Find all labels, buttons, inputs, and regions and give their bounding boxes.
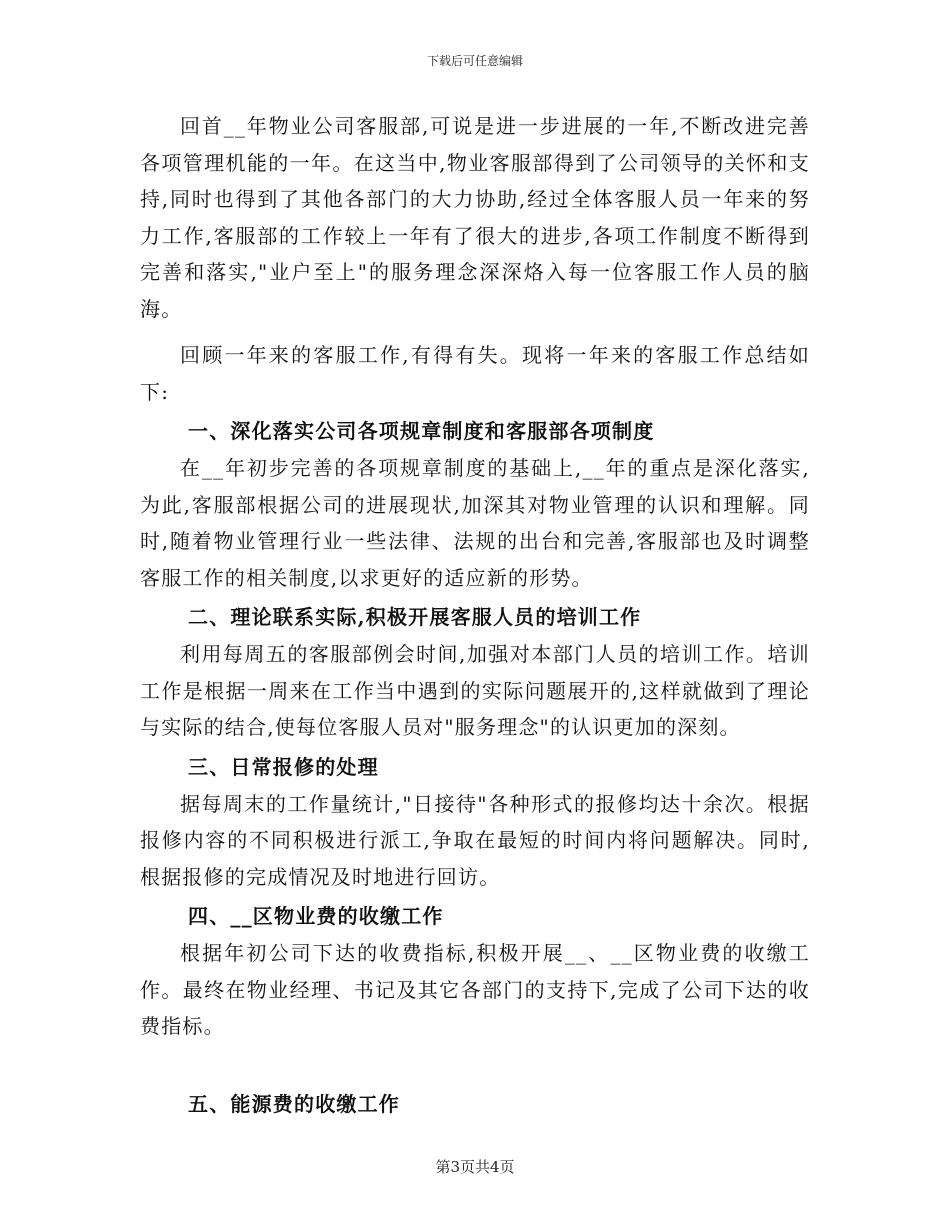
section-heading-4: 四、__区物业费的收缴工作: [188, 904, 444, 928]
intro-paragraph: 回首__年物业公司客服部,可说是进一步进展的一年,不断改进完善各项管理机能的一年。在这当中,物业客服部得到了公司领导的关怀和支持,同时也得到了其他各部门的大力协助,经过全体客服人员一年来的努力工作,客服部的工作较上一年有了很大的进步,各项工作制度不断得到完善和落实,"业户至上"的服务理念深深烙入每一位客服工作人员的脑海。: [140, 114, 810, 321]
page-header: 下载后可任意编辑: [426, 54, 523, 68]
section-heading-2: 二、理论联系实际,积极开展客服人员的培训工作: [188, 605, 642, 629]
page-footer: 第3页共4页: [435, 1158, 515, 1176]
document-body: [140, 108, 810, 1123]
section-heading-1: 一、深化落实公司各项规章制度和客服部各项制度: [188, 419, 655, 443]
summary-lead-paragraph: 回顾一年来的客服工作,有得有失。现将一年来的客服工作总结如下:: [140, 343, 810, 404]
section-2-paragraph: 利用每周五的客服部例会时间,加强对本部门人员的培训工作。培训工作是根据一周来在工作当中遇到的实际问题展开的,这样就做到了理论与实际的结合,使每位客服人员对"服务理念"的认识更加的深刻。: [140, 642, 810, 739]
section-4-paragraph: 根据年初公司下达的收费指标,积极开展__、__区物业费的收缴工作。最终在物业经理、书记及其它各部门的支持下,完成了公司下达的收费指标。: [140, 941, 810, 1038]
section-heading-5: 五、能源费的收缴工作: [188, 1091, 400, 1116]
section-1-paragraph: 在__年初步完善的各项规章制度的基础上,__年的重点是深化落实,为此,客服部根据公司的进展现状,加深其对物业管理的认识和理解。同时,随着物业管理行业一些法律、法规的出台和完善,客服部也及时调整客服工作的相关制度,以求更好的适应新的形势。: [140, 456, 810, 590]
section-heading-3: 三、日常报修的处理: [188, 754, 379, 779]
section-3-paragraph: 据每周末的工作量统计,"日接待"各种形式的报修均达十余次。根据报修内容的不同积极进行派工,争取在最短的时间内将问题解决。同时,根据报修的完成情况及时地进行回访。: [140, 791, 810, 889]
